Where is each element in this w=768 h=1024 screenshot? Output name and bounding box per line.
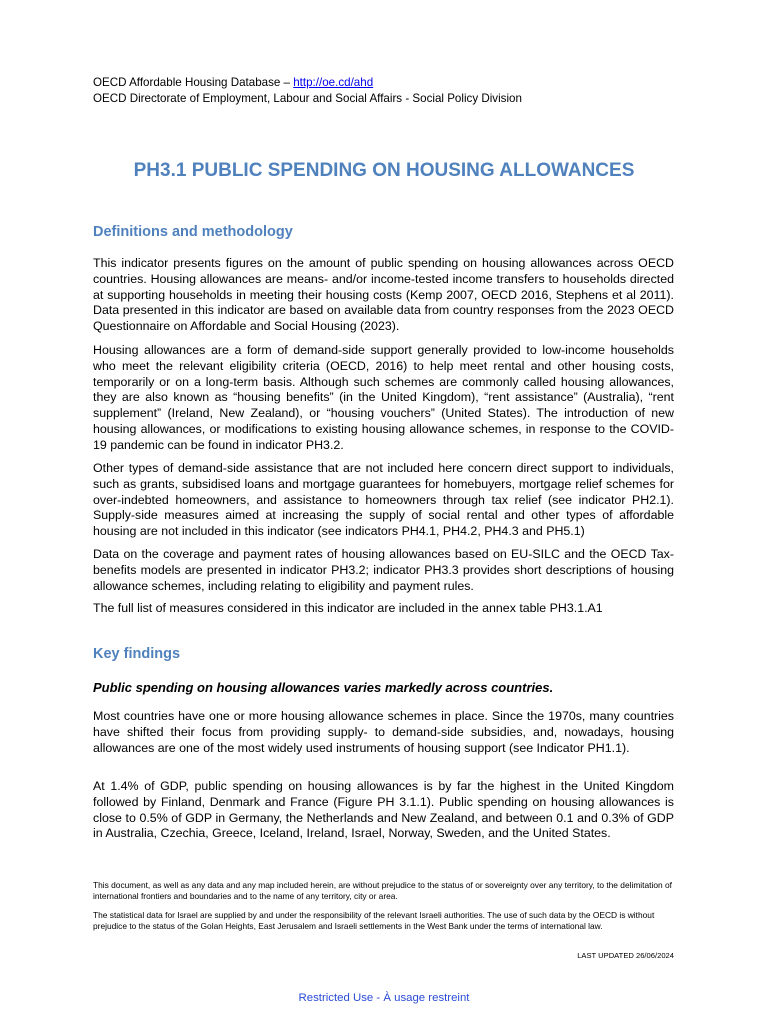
israel-data-footnote: The statistical data for Israel are supplied by and under the responsibility of the relevant Israeli authorities. The use of such data by the OECD is without prejudice to the status of the Golan Heights, East Jerusalem and Israeli settlements in the West Bank under the terms of international law. <box>93 910 655 932</box>
definitions-heading: Definitions and methodology <box>93 224 293 240</box>
definitions-paragraph-4: Data on the coverage and payment rates of housing allowances based on EU-SILC and the OECD Tax-benefits models are presented in indicator PH3.2; indicator PH3.3 provides short descriptions of housing allowance schemes, including relating to eligibility and payment rules. <box>93 547 674 593</box>
definitions-paragraph-5: The full list of measures considered in this indicator are included in the annex table PH3.1.A1 <box>93 601 603 615</box>
database-link[interactable]: http://oe.cd/ahd <box>293 76 374 89</box>
database-reference <box>93 75 373 91</box>
key-findings-paragraph-2: At 1.4% of GDP, public spending on housing allowances is by far the highest in the United Kingdom followed by Finland, Denmark and France (Figure PH 3.1.1). Public spending on housing allowances is close to 0.5% of GDP in Germany, the Netherlands and New Zealand, and between 0.1 and 0.3% of GDP in Australia, Czechia, Greece, Iceland, Ireland, Israel, Norway, Sweden, and the United States. <box>93 779 674 841</box>
classification-label: Restricted Use - À usage restreint <box>298 992 470 1004</box>
disclaimer-footnote: This document, as well as any data and any map included herein, are without prejudice to the status of or sovereignty over any territory, to the delimitation of international frontiers and boundaries and to the name of any territory, city or area. <box>93 880 672 902</box>
key-findings-subheading: Public spending on housing allowances varies markedly across countries. <box>93 680 554 695</box>
definitions-paragraph-2: Housing allowances are a form of demand-side support generally provided to low-income households who meet the relevant eligibility criteria (OECD, 2016) to help meet rental and other housing costs, temporarily or on a long-term basis. Although such schemes are commonly called housing allowances, they are also known as “housing benefits” (in the United Kingdom), “rent assistance” (Australia), “rent supplement” (Ireland, New Zealand), or “housing vouchers” (United States). The introduction of new housing allowances, or modifications to existing housing allowance schemes, in response to the COVID-19 pandemic can be found in indicator PH3.2. <box>93 343 674 452</box>
page-title: PH3.1 PUBLIC SPENDING ON HOUSING ALLOWANCES <box>133 160 635 181</box>
database-name: OECD Affordable Housing Database – <box>93 76 294 89</box>
definitions-paragraph-3: Other types of demand-side assistance that are not included here concern direct support to individuals, such as grants, subsidised loans and mortgage guarantees for homebuyers, mortgage relief schemes for over-indebted homeowners, and assistance to homeowners through tax relief (see indicator PH2.1). Supply-side measures aimed at increasing the supply of social rental and other types of affordable housing are not included in this indicator (see indicators PH4.1, PH4.2, PH4.3 and PH5.1) <box>93 461 674 539</box>
key-findings-heading: Key findings <box>93 646 181 662</box>
definitions-paragraph-1: This indicator presents figures on the amount of public spending on housing allowances across OECD countries. Housing allowances are means- and/or income-tested income transfers to households directed at supporting households in meeting their housing costs (Kemp 2007, OECD 2016, Stephens et al 2011). Data presented in this indicator are based on available data from country responses from the 2023 OECD Questionnaire on Affordable and Social Housing (2023). <box>93 256 674 334</box>
directorate-line: OECD Directorate of Employment, Labour and Social Affairs - Social Policy Division <box>93 92 522 105</box>
key-findings-paragraph-1: Most countries have one or more housing allowance schemes in place. Since the 1970s, many countries have shifted their focus from providing supply- to demand-side subsidies, and, nowadays, housing allowances are one of the most widely used instruments of housing support (see Indicator PH1.1). <box>93 709 674 755</box>
last-updated-date: LAST UPDATED 26/06/2024 <box>577 951 674 960</box>
